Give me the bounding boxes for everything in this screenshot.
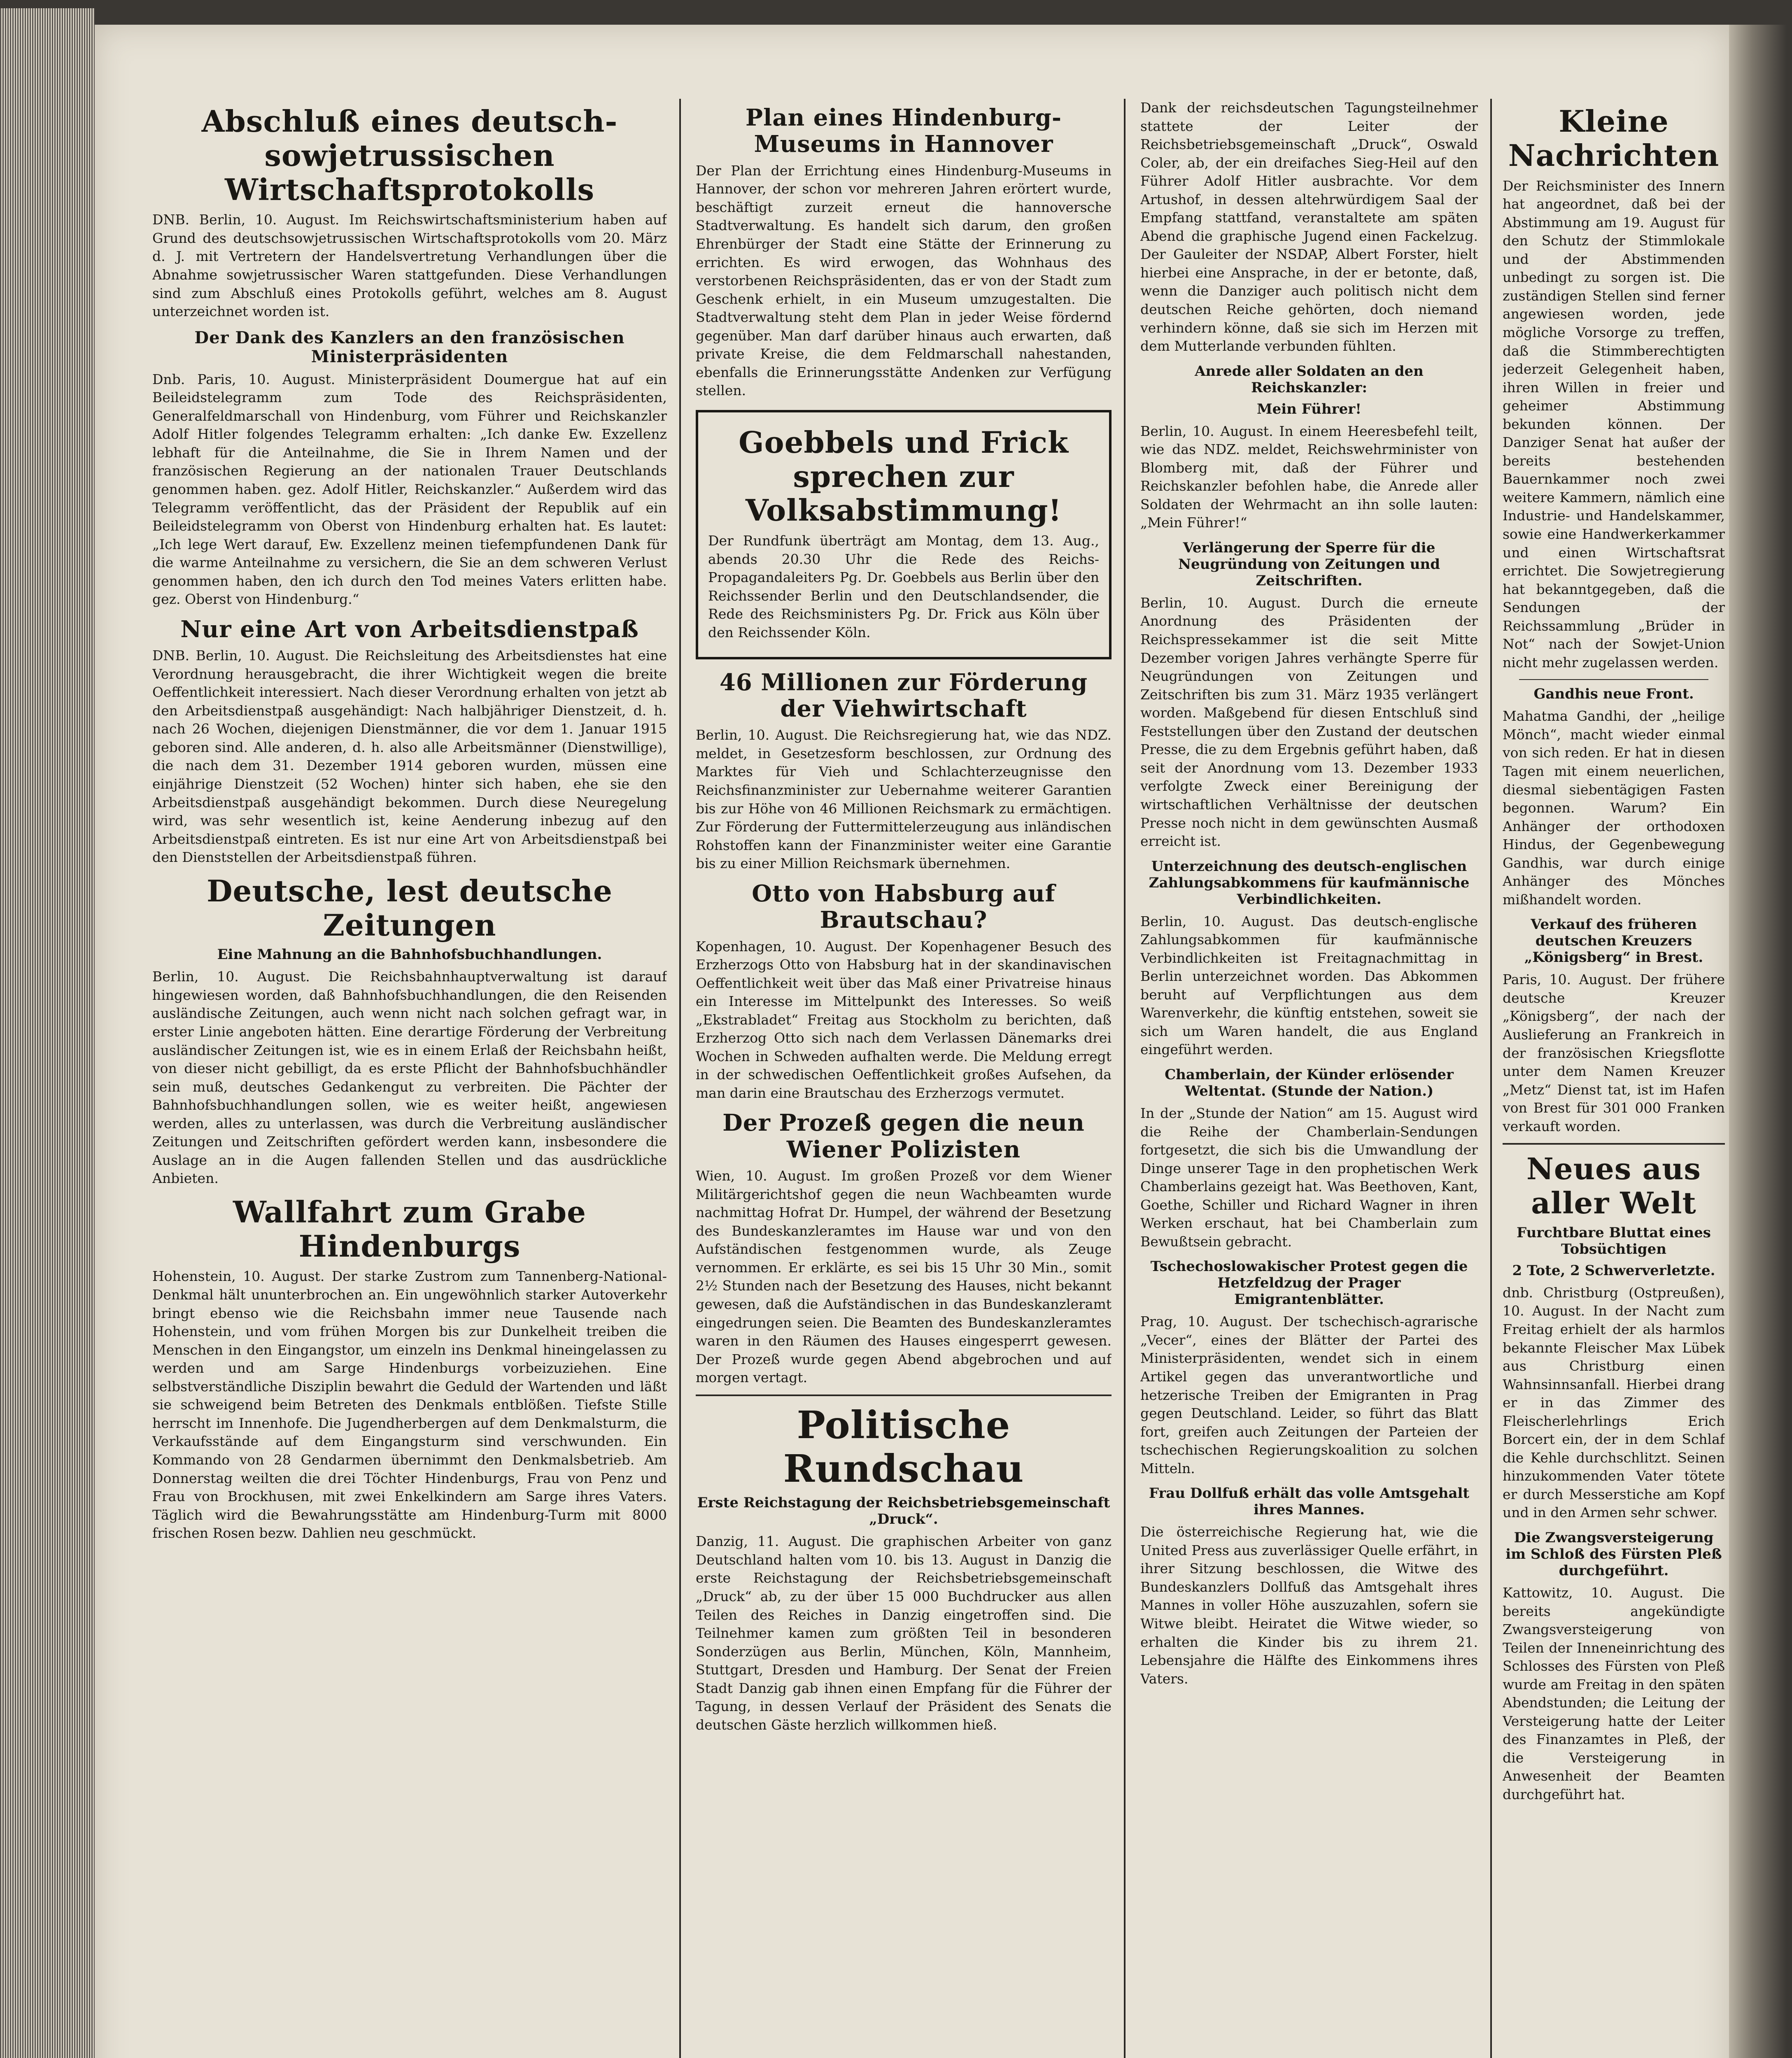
headline-wiener-polizisten: Der Prozeß gegen die neun Wiener Polizisten: [722, 1109, 1085, 1163]
headline-habsburg: Otto von Habsburg auf Brautschau?: [752, 880, 1056, 934]
headline-hindenburg-museum: Plan eines Hindenburg-Museums in Hannover: [745, 104, 1062, 158]
article-wallfahrt: Hohenstein, 10. August. Der starke Zustrom zum Tannenberg-National-Denkmal hält ununterbrochen an. Ein ungewöhnlich starker Autoverkehr bringt ebenso wie die Reichsbahn immer neue Tausende nach Hohenstein, und vom frühen Morgen bis zur Dunkelheit treiben die Menschen in den Eingangstor, um einzeln ins Denkmal hineingelassen zu werden und am Sarge Hindenburgs vorbeizuziehen. Eine selbstverständliche Disziplin bewahrt die Geduld der Wartenden und läßt sie schweigend beim Betreten des Denkmals entblößen. Tiefste Stille herrscht im Innenhofe. Die Jugendherbergen auf dem Denkmalsturm, die Verkaufsstände auf dem Eingangsturm sind verschwunden. Ein Kommando von 28 Gendarmen übernimmt den Denkmalsbetrieb. Am Donnerstag weilten die drei Töchter Hindenburgs, Frau von Penz und Frau von Brockhusen, mit zwei Enkelkindern am Sarge ihres Vaters. Täglich wird die Bewahrungsstätte am Hindenburg-Turm mit 8000 frischen Rosen bezw. Dahlien neu geschmückt.: [152, 1268, 667, 1541]
subhead-prager-emigranten: Tschechoslowakischer Protest gegen die Hetzfeldzug der Prager Emigrantenblätter.: [1150, 1258, 1468, 1308]
column-1: [152, 99, 667, 2058]
subhead-gandhi: Gandhis neue Front.: [1533, 686, 1694, 703]
section-head-rundschau: Politische Rundschau: [783, 1402, 1024, 1491]
headline-wallfahrt: Wallfahrt zum Grabe Hindenburgs: [233, 1194, 586, 1264]
subhead-zahlungsabkommen: Unterzeichnung des deutsch-englischen Zahlungsabkommens für kaufmännische Verbindlichkeiten.: [1149, 858, 1470, 908]
article-pless: Kattowitz, 10. August. Die bereits angekündigte Zwangsversteigerung von Teilen der Inneneinrichtung des Schlosses des Fürsten von Pleß wurde am Freitag in den späten Abendstunden; die Leitung der Versteigerung hatte der Leiter des Finanzamtes in Pleß, der die Versteigerung in Anwesenheit der Beamten durchgeführt hat.: [1503, 1585, 1725, 1803]
notice-box: [696, 410, 1112, 659]
headline-volksabstimmung: Goebbels und Frick sprechen zur Volksabstimmung!: [739, 424, 1069, 528]
article-wiener-polizisten: Wien, 10. August. Im großen Prozeß vor dem Wiener Militärgerichtshof gegen die neun Wachbeamten wurde nachmittag Hofrat Dr. Humpel, der während der Besetzung des Bundeskanzleramtes im Hause war und von den Aufständischen festgenommen wurde, als Zeuge vernommen. Er erklärte, es sei bis 15 Uhr 30 Min., somit 2½ Stunden nach der Besetzung des Hauses, nicht bekannt gewesen, daß die Aufständischen in das Bundeskanzleramt eingedrungen seien. Die Beamten des Bundeskanzleramtes waren in den Räumen des Hauses eingesperrt gewesen. Der Prozeß wurde gegen Abend abgebrochen und auf morgen vertagt.: [696, 1168, 1112, 1386]
article-viehwirtschaft: Berlin, 10. August. Die Reichsregierung hat, wie das NDZ. meldet, in Gesetzesform beschlossen, zur Ordnung des Marktes für Vieh und Schlachterzeugnisse den Reichsfinanzminister zur Uebernahme weiterer Garantien bis zur Höhe von 46 Millionen Reichsmark zu ermächtigen. Zur Förderung der Futtermittelerzeugung aus inländischen Rohstoffen kann der Finanzminister weiter eine Garantie bis zu einer Million Reichsmark übernehmen.: [696, 727, 1112, 872]
subhead-tote: 2 Tote, 2 Schwerverletzte.: [1512, 1262, 1715, 1279]
headline-viehwirtschaft: 46 Millionen zur Förderung der Viehwirtschaft: [719, 668, 1088, 722]
section-head-kleine-nachrichten: Kleine Nachrichten: [1508, 104, 1720, 173]
article-zahlungsabkommen: Berlin, 10. August. Das deutsch-englische Zahlungsabkommen für kaufmännische Verbindlichkeiten ist Freitagnachmittag in Berlin unterzeichnet worden. Das Abkommen beruht auf Verpflichtungen aus dem Warenverkehr, die künftig entstehen, soweit sie sich um Waren handelt, die aus England eingeführt werden.: [1140, 913, 1478, 1058]
section-rule: [1503, 1143, 1725, 1145]
column-rule: [1124, 99, 1126, 2058]
article-gandhi: Mahatma Gandhi, der „heilige Mönch“, macht wieder einmal von sich reden. Er hat in diesen Tagen mit einem neuerlichen, diesmal siebentägigen Fasten begonnen. Warum? Ein Anhänger der orthodoxen Hindus, der Gegenbewegung Gandhis, war durch einige Anhänger des Mönches mißhandelt worden.: [1503, 708, 1725, 908]
article-dank-kanzler: Dnb. Paris, 10. August. Ministerpräsident Doumergue hat auf ein Beileidstelegramm zum Tode des Reichspräsidenten, Generalfeldmarschall von Hindenburg, vom Führer und Reichskanzler Adolf Hitler folgendes Telegramm erhalten: „Ich danke Ew. Exzellenz lebhaft für die Anteilnahme, die Sie in Ihrem Namen und der französischen Regierung an der nationalen Trauer Deutschlands genommen haben. gez. Adolf Hitler, Reichskanzler.“ Außerdem wird das Telegramm veröffentlicht, das der Präsident der Republik auf ein Beileidstelegramm von Oberst von Hindenburg erhalten hat. Es lautet: „Ich lege Wert darauf, Ew. Exzellenz meinen tiefempfundenen Dank für die warme Anteilnahme zu versichern, die Sie an dem schweren Verlust genommen haben, den ich durch den Tod meines Vaters erlitten habe. gez. Oberst von Hindenburg.“: [152, 371, 667, 608]
divider: [1519, 679, 1708, 680]
subhead-pless: Die Zwangsversteigerung im Schloß des Fürsten Pleß durchgeführt.: [1505, 1530, 1722, 1579]
article-koenigsberg: Paris, 10. August. Der frühere deutsche Kreuzer „Königsberg“, der nach der Auslieferung an Frankreich in der französischen Kriegsflotte unter dem Namen Kreuzer „Metz“ Dienst tat, ist im Hafen von Brest für 301 000 Franken verkauft worden.: [1503, 971, 1725, 1134]
section-rule: [696, 1395, 1112, 1396]
section-head-aller-welt: Neues aus aller Welt: [1526, 1151, 1701, 1221]
article-bluttat: dnb. Christburg (Ostpreußen), 10. August. In der Nacht zum Freitag erhielt der als harmlos bekannte Fleischer Max Lübek aus Christburg einen Wahnsinnsanfall. Hierbei drang er in das Zimmer des Fleischerlehrlings Erich Borcert ein, der in dem Schlaf die Kehle durchschlitzt. Seinen hinzukommenden Vater tötete er durch Messerstiche am Kopf und in den Armen sehr schwer.: [1503, 1284, 1725, 1521]
subhead-druck: Erste Reichstagung der Reichsbetriebsgemeinschaft „Druck“.: [697, 1495, 1110, 1528]
headline-wirtschaftsprotokoll: Abschluß eines deutsch-sowjetrussischen Wirtschaftsprotokolls: [201, 104, 618, 207]
article-arbeitsdienstpass: DNB. Berlin, 10. August. Die Reichsleitung des Arbeitsdienstes hat eine Verordnung herausgebracht, die ihrer Wichtigkeit wegen die breite Oeffentlichkeit interessiert. Nach dieser Verordnung erhalten von jetzt ab den Arbeitsdienstpaß ausgehändigt: Nach halbjähriger Dienstzeit, d. h. nach 26 Wochen, diejenigen Dienstmänner, die vor dem 1. Januar 1915 geboren sind. Alle anderen, d. h. also alle Arbeitsmänner (Dienstwillige), die nach dem 31. Dezember 1914 geboren wurden, müssen eine einjährige Dienstzeit (52 Wochen) hinter sich haben, ehe sie den Arbeitsdienstpaß ausgehändigt bekommen. Durch diese Neuregelung wird, was sehr wesentlich ist, keine Aenderung inbezug auf den Arbeitsdienstpaß eintreten. Es ist nur eine Art von Arbeitsdienstpaß bei den Dienststellen der Arbeitsdienstpaß führen.: [152, 647, 667, 866]
subhead-bluttat: Furchtbare Bluttat eines Tobsüchtigen: [1517, 1224, 1711, 1257]
article-druck: Danzig, 11. August. Die graphischen Arbeiter von ganz Deutschland halten vom 10. bis 13. August in Danzig die erste Reichstagung der Reichsbetriebsgemeinschaft „Druck“ ab, zu der über 15 000 Buchdrucker aus allen Teilen des Reiches in Danzig eingetroffen sind. Die Teilnehmer kamen zum größten Teil in besonderen Sonderzügen aus Berlin, München, Köln, Mannheim, Stuttgart, Dresden und Hamburg. Der Senat der Freien Stadt Danzig gab ihnen einen Empfang für die Führer der Tagung, in dessen Verlauf der Präsident des Senats die deutschen Gäste herzlich willkommen hieß.: [696, 1533, 1112, 1733]
article-kleine-nachrichten: Der Reichsminister des Innern hat angeordnet, daß bei der Abstimmung am 19. August für den Schutz der Stimmlokale und der Abstimmenden unbedingt zu sorgen ist. Die zuständigen Stellen sind ferner angewiesen worden, jede mögliche Vorsorge zu treffen, daß die Stimmberechtigten jederzeit Gelegenheit haben, ihren Willen in freier und geheimer Abstimmung bekunden können. Der Danziger Senat hat außer der bereits bestehenden Bauernkammer noch zwei weitere Kammern, nämlich eine Industrie- und Handelskammer, sowie eine Handwerkerkammer und einen Wirtschaftsrat errichtet. Die Sowjetregierung hat bekanntgegeben, daß die Sendungen der Reichssammlung „Brüder in Not“ nach der Sowjet-Union nicht mehr zugelassen werden.: [1503, 177, 1725, 670]
article-dollfuss: Die österreichische Regierung hat, wie die United Press aus zuverlässiger Quelle erfährt, in ihrer Sitzung beschlossen, die Witwe des Bundeskanzlers Dollfuß das Amtsgehalt ihres Mannes in voller Höhe auszuzahlen, sofern sie Witwe bleibt. Heiratet die Witwe wieder, so erhalten die Kinder bis zu ihrem 21. Lebensjahre die Hälfte des Einkommens ihres Vaters.: [1140, 1524, 1478, 1687]
notice-volksabstimmung: Der Rundfunk überträgt am Montag, dem 13. Aug., abends 20.30 Uhr die Rede des Reichs-Propagandaleiters Pg. Dr. Goebbels aus Berlin über den Reichssender Berlin und den Deutschlandsender, die Rede des Reichsministers Pg. Dr. Frick aus Köln über den Reichssender Köln.: [708, 533, 1099, 641]
newspaper-page: [95, 25, 1729, 2058]
subhead-anrede: Anrede aller Soldaten an den Reichskanzler:: [1195, 363, 1424, 396]
subhead-mein-fuehrer: Mein Führer!: [1256, 400, 1362, 417]
article-sperre: Berlin, 10. August. Durch die erneute Anordnung des Präsidenten der Reichspressekammer ist die seit Mitte Dezember vorigen Jahres verhängte Sperre für Neugründungen von Zeitungen und Zeitschriften bis zum 31. März 1935 verlängert worden. Maßgebend für diesen Entschluß sind Feststellungen über den Zustand der deutschen Presse, die zu dem Ergebnis geführt haben, daß seit der Anordnung vom 13. Dezember 1933 verfolgte Zweck einer Bereinigung der wirtschaftlichen Verhältnisse der deutschen Presse noch nicht in dem gewünschten Ausmaß erreicht ist.: [1140, 594, 1478, 850]
headline-dank-kanzler: Der Dank des Kanzlers an den französischen Ministerpräsidenten: [194, 328, 625, 366]
column-rule: [1490, 99, 1492, 2058]
subhead-chamberlain: Chamberlain, der Künder erlösender Weltentat. (Stunde der Nation.): [1165, 1066, 1454, 1099]
article-prager-emigranten: Prag, 10. August. Der tschechisch-agrarische „Vecer“, eines der Blätter der Partei des Ministerpräsidenten, wendet sich in einem Artikel gegen das unverantwortliche und hetzerische Treiben der Emigranten in Prag gegen Deutschland. Leider, so führt das Blatt fort, greifen auch Zeitungen der Parteien der tschechischen Regierungskoalition zu solchen Mitteln.: [1140, 1313, 1478, 1476]
subhead-sperre: Verlängerung der Sperre für die Neugründung von Zeitungen und Zeitschriften.: [1178, 539, 1440, 589]
subhead-dollfuss: Frau Dollfuß erhält das volle Amtsgehalt ihres Mannes.: [1149, 1485, 1470, 1518]
subhead-deutsche-zeitungen: Eine Mahnung an die Bahnhofsbuchhandlungen.: [217, 946, 602, 963]
article-druck-continued: Dank der reichsdeutschen Tagungsteilnehmer stattete der Leiter der Reichsbetriebsgemeinschaft „Druck“, Oswald Coler, ab, der ein dreifaches Sieg-Heil auf den Führer Adolf Hitler ausbrachte. Vor dem Artushof, in dessen altehrwürdigem Saal der Empfang stattfand, veranstaltete am späten Abend die graphische Jugend einen Fackelzug. Der Gauleiter der NSDAP, Albert Forster, hielt hierbei eine Ansprache, in der er betonte, daß, wenn die Danziger auch politisch nicht dem deutschen Reiche gehörten, doch niemand verhindern könne, daß sie sich im Herzen mit dem Mutterlande verbunden fühlten.: [1140, 100, 1478, 354]
article-chamberlain: In der „Stunde der Nation“ am 15. August wird die Reihe der Chamberlain-Sendungen fortgesetzt, die sich bis die Umwandlung der Dinge unserer Tage in den prophetischen Werk Chamberlains gezeigt hat. Was Beethoven, Kant, Goethe, Schiller und Richard Wagner in ihren Werken erschaut, hat bei Chamberlain zum Bewußtsein gebracht.: [1140, 1105, 1478, 1250]
article-habsburg: Kopenhagen, 10. August. Der Kopenhagener Besuch des Erzherzogs Otto von Habsburg hat in der skandinavischen Oeffentlichkeit weit über das Maß einer Privatreise hinaus ein Interesse im Mittelpunkt des Interesses. So weiß „Ekstrabladet“ Freitag aus Stockholm zu berichten, daß Erzherzog Otto sich nach dem Verlassen Dänemarks drei Wochen in Schweden aufhalten werde. Die Meldung erregt in der schwedischen Oeffentlichkeit großes Aufsehen, da man darin eine Brautschau des Erzherzogs vermutet.: [696, 938, 1112, 1101]
column-2: [696, 99, 1112, 2058]
article-deutsche-zeitungen: Berlin, 10. August. Die Reichsbahnhauptverwaltung ist darauf hingewiesen worden, daß Bahnhofsbuchhandlungen, die den Reisenden ausländische Zeitungen, auch wenn nicht nach solchen gefragt war, in erster Linie angeboten hätten. Eine derartige Förderung der Verbreitung ausländischer Zeitungen ist, wie es in einem Erlaß der Reichsbahn heißt, von dieser nicht gebilligt, da es erste Pflicht der Bahnhofsbuchhändler sein muß, deutsches Gedankengut zu verbreiten. Die Pächter der Bahnhofsbuchhandlungen sollen, wie es weiter heißt, angewiesen werden, alles zu unterlassen, was durch die Verbreitung ausländischer Zeitungen und Zeitschriften gefördert werden kann, insbesondere die Auslage an in die Augen fallenden Stellen und das ausdrückliche Anbieten.: [152, 968, 667, 1187]
article-wirtschaftsprotokoll: DNB. Berlin, 10. August. Im Reichswirtschaftsministerium haben auf Grund des deutschsowjetrussischen Wirtschaftsprotokolls vom 20. März d. J. mit Vertretern der Handelsvertretung Verhandlungen über die Abnahme sowjetrussischer Waren stattgefunden. Diese Verhandlungen sind zum Abschluß eines Protokolls geführt, welches am 8. August unterzeichnet worden ist.: [152, 212, 667, 320]
column-rule: [679, 99, 681, 2058]
column-3: [1140, 99, 1478, 2058]
column-4: [1503, 99, 1725, 2058]
article-hindenburg-museum: Der Plan der Errichtung eines Hindenburg-Museums in Hannover, der schon vor mehreren Jahren erörtert wurde, beschäftigt zurzeit erneut die hannoversche Stadtverwaltung. Es handelt sich darum, den großen Ehrenbürger der Stadt eine Stätte der Erinnerung zu errichten. Es wird erwogen, das Wohnhaus des verstorbenen Reichspräsidenten, das er von der Stadt zum Geschenk erhielt, in ein Museum umzugestalten. Die Stadtverwaltung steht dem Plan in jeder Weise fördernd gegenüber. Man darf darüber hinaus auch erwarten, daß private Kreise, die dem Feldmarschall nahestanden, ebenfalls die Erinnerungsstätte Andenken zur Verfügung stellen.: [696, 162, 1112, 399]
subhead-koenigsberg: Verkauf des früheren deutschen Kreuzers „Königsberg“ in Brest.: [1524, 916, 1703, 966]
headline-deutsche-zeitungen: Deutsche, lest deutsche Zeitungen: [207, 873, 613, 943]
page-binding-edge: [1729, 25, 1787, 2058]
headline-arbeitsdienstpass: Nur eine Art von Arbeitsdienstpaß: [180, 615, 639, 643]
article-anrede: Berlin, 10. August. In einem Heeresbefehl teilt, wie das NDZ. meldet, Reichswehrminister von Blomberg mit, daß der Führer und Reichskanzler befohlen habe, die Anrede aller Soldaten der Wehrmacht an ihn solle lauten: „Mein Führer!“: [1140, 423, 1478, 531]
